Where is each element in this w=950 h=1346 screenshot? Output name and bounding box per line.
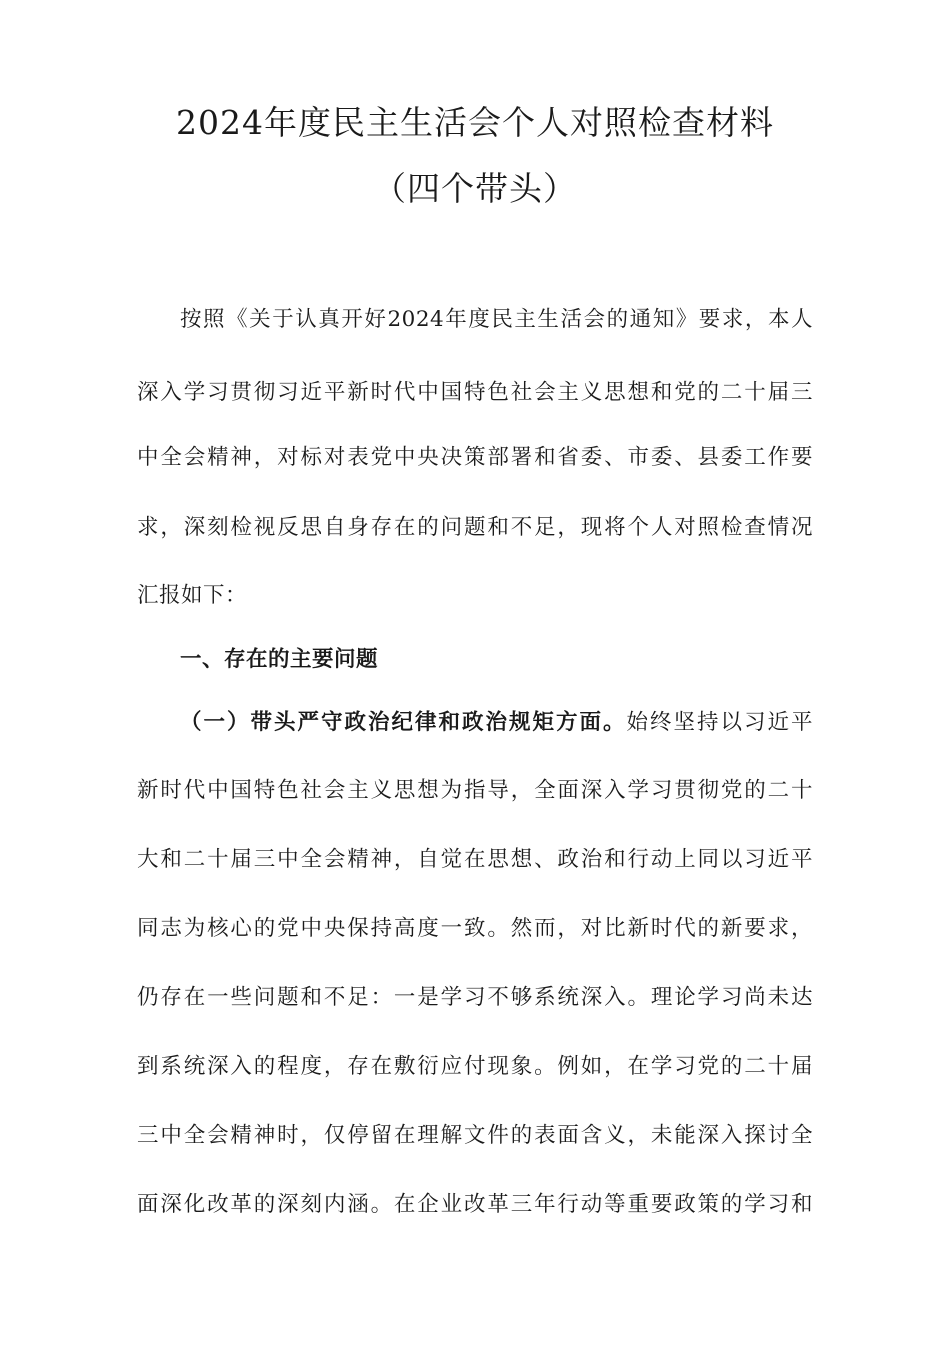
- subsection-first-line: [180, 705, 813, 736]
- paragraph-line: 中全会精神，对标对表党中央决策部署和省委、市委、县委工作要: [137, 445, 813, 470]
- document-subtitle: （四个带头）: [373, 169, 577, 208]
- paragraph-line: 深入学习贯彻习近平新时代中国特色社会主义思想和党的二十届三: [137, 380, 813, 405]
- paragraph-line: 三中全会精神时，仅停留在理解文件的表面含义，未能深入探讨全: [137, 1123, 813, 1148]
- section-heading: 一、存在的主要问题: [180, 647, 379, 672]
- paragraph-line: 面深化改革的深刻内涵。在企业改革三年行动等重要政策的学习和: [137, 1192, 813, 1217]
- paragraph-line: 到系统深入的程度，存在敷衍应付现象。例如，在学习党的二十届: [137, 1054, 813, 1079]
- paragraph-line: 大和二十届三中全会精神，自觉在思想、政治和行动上同以习近平: [137, 847, 813, 872]
- subsection-first-line-text: 始终坚持以习近平: [626, 710, 813, 735]
- paragraph-line: 汇报如下：: [137, 583, 248, 608]
- paragraph-line: 仍存在一些问题和不足：一是学习不够系统深入。理论学习尚未达: [137, 985, 813, 1010]
- paragraph-line: 新时代中国特色社会主义思想为指导，全面深入学习贯彻党的二十: [137, 778, 813, 803]
- document-title: 2024年度民主生活会个人对照检查材料: [176, 103, 774, 142]
- paragraph-line: 同志为核心的党中央保持高度一致。然而，对比新时代的新要求，: [137, 916, 813, 941]
- paragraph-line: 求，深刻检视反思自身存在的问题和不足，现将个人对照检查情况: [137, 515, 813, 540]
- subsection-heading: （一）带头严守政治纪律和政治规矩方面。: [180, 710, 627, 735]
- paragraph-line: 按照《关于认真开好2024年度民主生活会的通知》要求，本人: [180, 307, 813, 332]
